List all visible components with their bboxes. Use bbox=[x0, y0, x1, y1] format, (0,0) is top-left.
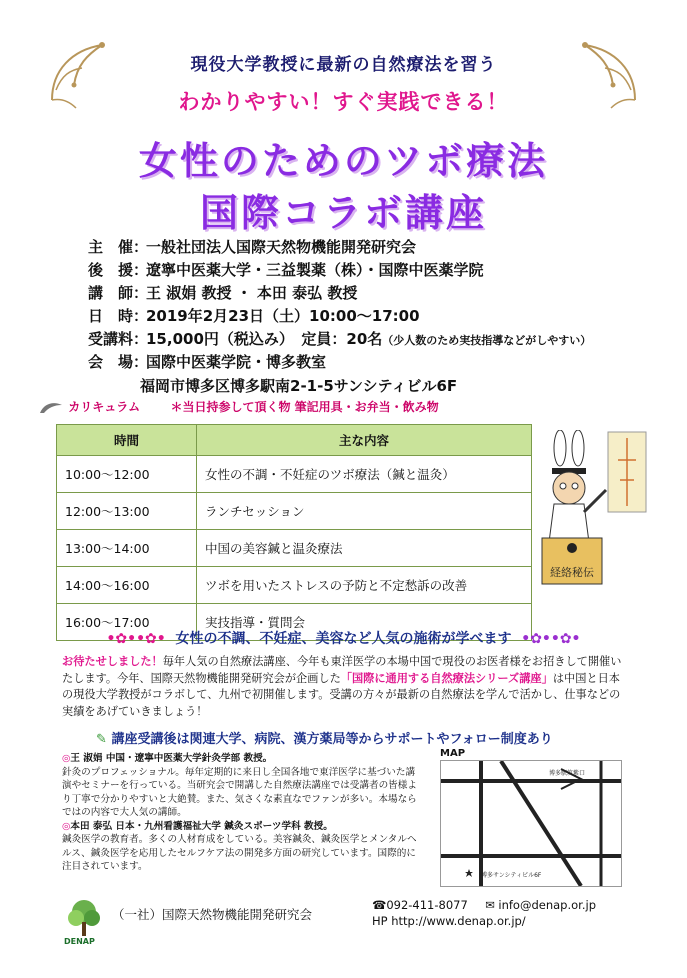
table-row bbox=[57, 493, 532, 530]
bio-heading: 本田 泰弘 日本・九州看護福祉大学 鍼灸スポーツ学科 教授。 bbox=[70, 820, 333, 832]
bio-entry bbox=[62, 820, 424, 874]
column-header-content: 主な内容 bbox=[197, 425, 532, 456]
info-value: 国際中医薬学院・博多教室 bbox=[146, 353, 327, 371]
intro-highlight: 「国際に通用する自然療法シリーズ講座」 bbox=[340, 671, 553, 685]
contact-info bbox=[372, 897, 596, 929]
content-cell: 中国の美容鍼と温灸療法 bbox=[197, 530, 532, 567]
time-cell: 12:00～13:00 bbox=[57, 493, 197, 530]
info-value: 2019年2月23日（土）10:00～17:00 bbox=[146, 307, 420, 325]
bio-text: 鍼灸医学の教育者。多くの人材育成をしている。美容鍼灸、鍼灸医学とメンタルヘルス、鍼灸医学を応用したセルフケア法の開発多方面の研究しています。国際的に注目されています。 bbox=[62, 834, 417, 872]
heart-dots-icon: •✿••✿• bbox=[521, 631, 581, 647]
tagline: 現役大学教授に最新の自然療法を習う bbox=[190, 55, 497, 75]
table-header-row bbox=[57, 425, 532, 456]
map-label: MAP bbox=[440, 748, 466, 759]
info-label: 後 援： bbox=[88, 261, 149, 279]
info-label: 講 師： bbox=[88, 284, 149, 302]
rabbit-doctor-illustration bbox=[540, 430, 650, 590]
denap-logo-icon bbox=[62, 896, 107, 941]
bio-heading: 王 淑娟 中国・遼寧中医薬大学針灸学部 教授。 bbox=[70, 753, 273, 764]
content-cell: 実技指導・質問会 bbox=[197, 604, 532, 641]
curriculum-note: ＊当日持参して頂く物 筆記用具・お弁当・飲み物 bbox=[170, 400, 439, 414]
info-label: 日 時： bbox=[88, 307, 149, 325]
intro-highlight: お待たせしました！ bbox=[62, 655, 163, 668]
location-map bbox=[440, 760, 622, 887]
info-label: 主 催： bbox=[88, 238, 149, 256]
column-header-time: 時間 bbox=[57, 425, 197, 456]
curriculum-header bbox=[38, 398, 439, 415]
table-row bbox=[57, 456, 532, 493]
info-fee bbox=[88, 328, 591, 349]
time-cell: 13:00～14:00 bbox=[57, 530, 197, 567]
info-note: （少人数のため実技指導などがしやすい） bbox=[382, 334, 592, 347]
subheading: わかりやすい！すぐ実践できる！ bbox=[178, 90, 509, 114]
info-date bbox=[88, 305, 420, 326]
venue-address: 福岡市博多区博多駅南2-1-5サンシティビル6F bbox=[140, 377, 458, 395]
table-row bbox=[57, 567, 532, 604]
time-cell: 10:00～12:00 bbox=[57, 456, 197, 493]
info-lecturer bbox=[88, 282, 357, 303]
bio-entry bbox=[62, 752, 424, 820]
star-marker-icon bbox=[465, 869, 473, 877]
table-row bbox=[57, 530, 532, 567]
info-organizer bbox=[88, 236, 416, 257]
schedule-table bbox=[56, 424, 532, 641]
intro-text: は中国と日本の現役大学教授がコラボして、九州で初開催します。受講の方々が最新の自然療法を学んで活かし、仕事などの実績をあげていきましょう！ bbox=[62, 671, 621, 718]
map-building-label: 博多サンシティビル6F bbox=[481, 872, 542, 879]
wing-ornament-icon bbox=[38, 401, 64, 415]
info-value: 王 淑娟 教授 ・ 本田 泰弘 教授 bbox=[146, 284, 358, 302]
intro-text: 毎年人気の自然療法講座、今年も東洋医学の本場中国で現役のお医者様をお招きして開催いたします。今年、国際天然物機能開発研究会が企画した bbox=[62, 655, 622, 685]
organization-name: （一社）国際天然物機能開発研究会 bbox=[112, 907, 313, 922]
content-cell: ランチセッション bbox=[197, 493, 532, 530]
info-support bbox=[88, 259, 484, 280]
info-label: 受講料： bbox=[88, 330, 149, 348]
content-cell: 女性の不調・不妊症のツボ療法（鍼と温灸） bbox=[197, 456, 532, 493]
time-cell: 14:00～16:00 bbox=[57, 567, 197, 604]
map-station-label: 博多駅筑紫口 bbox=[549, 770, 586, 777]
page-title-line2: 国際コラボ講座 bbox=[199, 191, 487, 235]
illustration-sign-text: 経絡秘伝 bbox=[550, 566, 594, 579]
popular-text: 女性の不調、不妊症、美容など人気の施術が学べます bbox=[175, 631, 512, 647]
bullet-icon: ◎ bbox=[62, 820, 71, 832]
content-cell: ツボを用いたストレスの予防と不定愁訴の改善 bbox=[197, 567, 532, 604]
info-value: 15,000円（税込み） 定員：20名 bbox=[146, 330, 383, 348]
bullet-icon: ◎ bbox=[62, 753, 71, 764]
info-value: 一般社団法人国際天然物機能開発研究会 bbox=[146, 238, 417, 256]
pencil-icon: ✎ bbox=[96, 732, 107, 747]
info-label: 会 場： bbox=[88, 353, 149, 371]
support-text: 講座受講後は関連大学、病院、漢方薬局等からサポートやフォロー制度あり bbox=[111, 732, 553, 747]
info-value: 遼寧中医薬大学・三益製薬（株）・国際中医薬学院 bbox=[146, 261, 484, 279]
page-title-line1: 女性のためのツボ療法 bbox=[138, 139, 549, 183]
popular-banner bbox=[0, 628, 687, 648]
bio-text: 針灸のプロフェッショナル。毎年定期的に来日し全国各地で東洋医学に基づいた講演やセミナーを行っている。当研究会で開講した自然療法講座では受講者の皆様より丁寧で分かりやすいと大絶賛。また、気さくな素直なでファンが多い。本場ならではの内容で大人気の講師。 bbox=[62, 766, 417, 818]
phone-number: ☎092-411-8077 bbox=[372, 898, 468, 912]
logo-text: DENAP bbox=[64, 937, 95, 946]
website-link[interactable]: HP http://www.denap.or.jp/ bbox=[372, 914, 526, 928]
email-link[interactable]: ✉ info@denap.or.jp bbox=[485, 898, 596, 912]
heart-dots-icon: •✿••✿• bbox=[106, 631, 166, 647]
intro-paragraph bbox=[62, 654, 622, 720]
support-notice bbox=[96, 728, 553, 747]
lecturer-bios bbox=[62, 752, 424, 874]
info-venue bbox=[88, 351, 326, 372]
time-cell: 16:00～17:00 bbox=[57, 604, 197, 641]
curriculum-label: カリキュラム bbox=[68, 400, 141, 414]
